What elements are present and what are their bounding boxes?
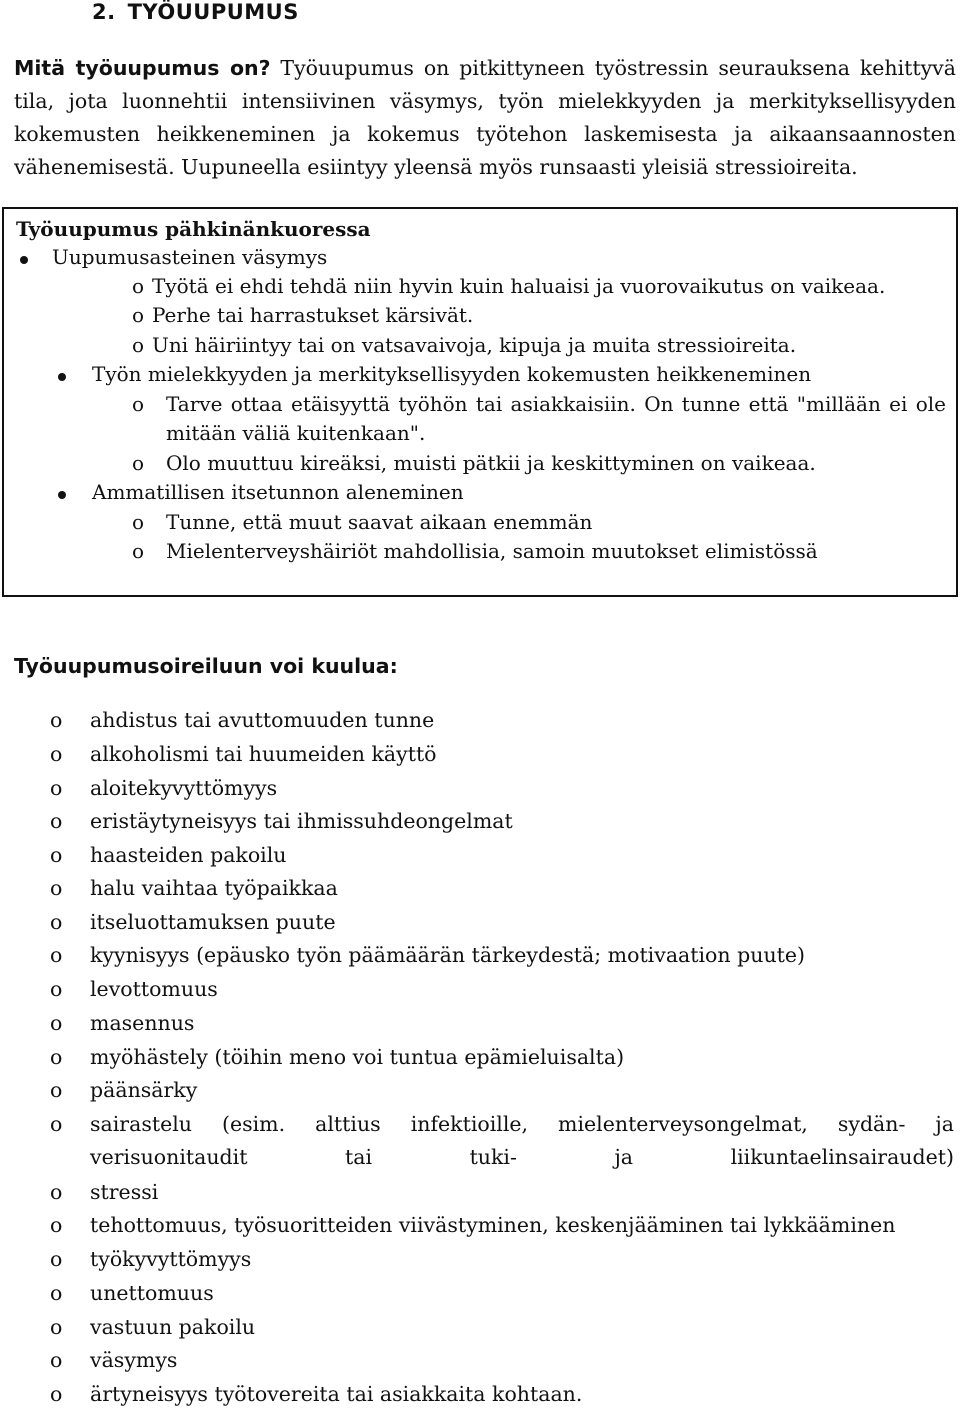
nutshell-item: Työtä ei ehdi tehdä niin hyvin kuin haluaisi ja vuorovaikutus on vaikeaa. — [152, 274, 886, 298]
list-item — [0, 1007, 960, 1039]
nutshell-title: Työuupumus pähkinänkuoressa — [16, 217, 371, 241]
list-item-text: kyynisyys (epäusko työn päämäärän tärkeydestä; motivaation puute) — [90, 943, 806, 967]
list-item-text: myöhästely (töihin meno voi tuntua epämieluisalta) — [90, 1045, 625, 1069]
nutshell-item: Perhe tai harrastukset kärsivät. — [152, 303, 474, 327]
list-item — [0, 1243, 960, 1275]
circle-bullet: o — [50, 1213, 63, 1237]
nutshell-item: Mielenterveyshäiriöt mahdollisia, samoin muutokset elimistössä — [166, 539, 818, 563]
section-number: 2. — [92, 0, 116, 24]
list-item — [0, 1041, 960, 1073]
list-item — [0, 1344, 960, 1376]
nutshell-group-label: Ammatillisen itsetunnon aleneminen — [92, 480, 464, 504]
circle-bullet: o — [50, 1348, 63, 1372]
circle-bullet: o — [50, 1011, 63, 1035]
circle-bullet: o — [50, 1112, 63, 1136]
section-heading — [92, 0, 299, 24]
circle-bullet: o — [50, 910, 63, 934]
circle-bullet: o — [50, 776, 63, 800]
list-item-text: unettomuus — [90, 1281, 214, 1305]
circle-bullet: o — [50, 977, 63, 1001]
circle-bullet: o — [50, 1315, 63, 1339]
nutshell-item: Tunne, että muut saavat aikaan enemmän — [166, 510, 593, 534]
circle-bullet: o — [50, 1180, 63, 1204]
list-item — [0, 738, 960, 770]
circle-bullet: o — [50, 876, 63, 900]
list-item — [0, 1277, 960, 1309]
list-item — [0, 1209, 960, 1241]
nutshell-item: Tarve ottaa etäisyyttä työhön tai asiakkaisiin. On tunne että "millään ei ole mitään väliä kuitenkaan". — [166, 392, 946, 445]
list-item-text: väsymys — [90, 1348, 178, 1372]
intro-text: Työuupumus on pitkittyneen työstressin seurauksena kehittyvä tila, jota luonnehtii intensiivinen väsymys, työn mielekkyyden ja merkityksellisyyden kokemusten heikkeneminen ja kokemus työtehon laskemisesta ja aikaansaannosten vähenemisestä. Uupuneella esiintyy yleensä myös runsaasti yleisiä stressioireita. — [14, 56, 956, 179]
list-item-text: eristäytyneisyys tai ihmissuhdeongelmat — [90, 809, 513, 833]
bullet-dot — [58, 491, 66, 499]
circle-bullet: o — [50, 1045, 63, 1069]
circle-bullet: o — [132, 333, 145, 357]
list-item-text: haasteiden pakoilu — [90, 843, 287, 867]
bullet-dot — [58, 373, 66, 381]
circle-bullet: o — [132, 510, 145, 534]
list-item — [0, 1378, 960, 1410]
list-item — [0, 805, 960, 837]
list-item — [0, 939, 960, 971]
circle-bullet: o — [132, 274, 145, 298]
section-title: TYÖUUPUMUS — [127, 0, 299, 24]
nutshell-group-label: Uupumusasteinen väsymys — [52, 245, 328, 269]
list-item-text: masennus — [90, 1011, 195, 1035]
circle-bullet: o — [50, 809, 63, 833]
circle-bullet: o — [132, 539, 145, 563]
list-item — [0, 872, 960, 904]
circle-bullet: o — [50, 742, 63, 766]
circle-bullet: o — [132, 303, 145, 327]
symptoms-title: Työuupumusoireiluun voi kuulua: — [14, 654, 398, 678]
list-item — [0, 906, 960, 938]
list-item-text: vastuun pakoilu — [90, 1315, 256, 1339]
list-item-text: alkoholismi tai huumeiden käyttö — [90, 742, 437, 766]
list-item-text: stressi — [90, 1180, 159, 1204]
list-item-text: levottomuus — [90, 977, 218, 1001]
circle-bullet: o — [50, 1382, 63, 1406]
nutshell-box — [2, 207, 958, 597]
list-item — [0, 973, 960, 1005]
circle-bullet: o — [50, 843, 63, 867]
circle-bullet: o — [50, 943, 63, 967]
intro-paragraph — [14, 52, 956, 184]
circle-bullet: o — [50, 1281, 63, 1305]
list-item-text: ärtyneisyys työtovereita tai asiakkaita kohtaan. — [90, 1382, 583, 1406]
circle-bullet: o — [132, 451, 145, 475]
list-item-text: tehottomuus, työsuoritteiden viivästyminen, keskenjääminen tai lykkääminen — [90, 1213, 896, 1237]
list-item-text: ahdistus tai avuttomuuden tunne — [90, 708, 435, 732]
list-item — [0, 1311, 960, 1343]
list-item — [0, 1108, 960, 1169]
list-item — [0, 772, 960, 804]
list-item-text: halu vaihtaa työpaikkaa — [90, 876, 338, 900]
list-item — [0, 839, 960, 871]
circle-bullet: o — [50, 708, 63, 732]
list-item-text: sairastelu (esim. alttius infektioille, mielenterveysongelmat, sydän- ja verisuonitaudit tai tuki- ja liikuntaelinsairaudet) — [90, 1112, 954, 1169]
nutshell-group-label: Työn mielekkyyden ja merkityksellisyyden kokemusten heikkeneminen — [92, 362, 812, 386]
list-item-text: itseluottamuksen puute — [90, 910, 336, 934]
intro-lead: Mitä työuupumus on? — [14, 56, 271, 80]
list-item-text: työkyvyttömyys — [90, 1247, 252, 1271]
list-item-text: päänsärky — [90, 1078, 198, 1102]
list-item — [0, 1074, 960, 1106]
circle-bullet: o — [132, 392, 145, 416]
nutshell-item: Olo muuttuu kireäksi, muisti pätkii ja keskittyminen on vaikeaa. — [166, 451, 816, 475]
circle-bullet: o — [50, 1247, 63, 1271]
bullet-dot — [20, 256, 28, 264]
list-item — [0, 1176, 960, 1208]
nutshell-item: Uni häiriintyy tai on vatsavaivoja, kipuja ja muita stressioireita. — [152, 333, 797, 357]
list-item — [0, 704, 960, 736]
list-item-text: aloitekyvyttömyys — [90, 776, 278, 800]
circle-bullet: o — [50, 1078, 63, 1102]
